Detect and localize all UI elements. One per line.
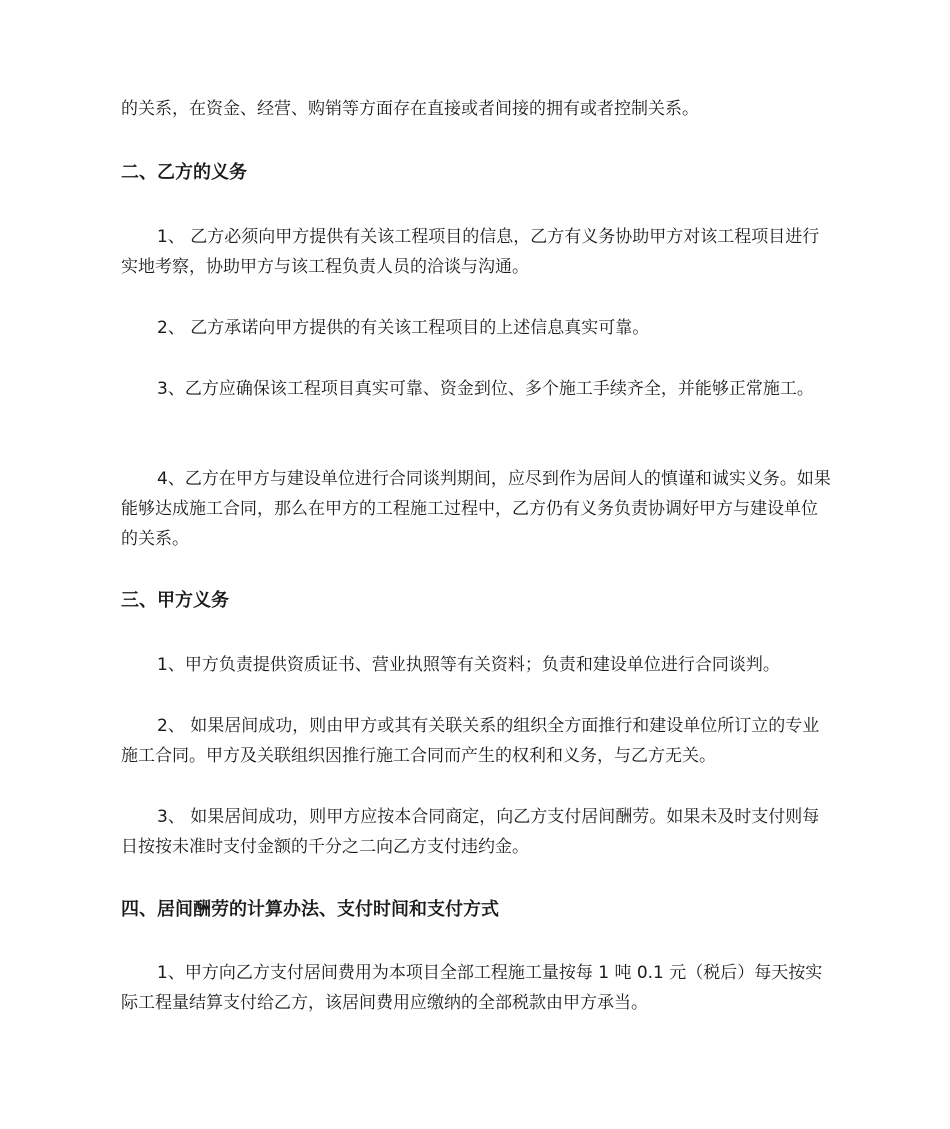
party-b-clause-3: 3、乙方应确保该工程项目真实可靠、资金到位、多个施工手续齐全，并能够正常施工。	[157, 379, 814, 399]
party-b-clause-4: 4、乙方在甲方与建设单位进行合同谈判期间，应尽到作为居间人的慎谨和诚实义务。如果能够达成施工合同，那么在甲方的工程施工过程中，乙方仍有义务负责协调好甲方与建设单位的关系。	[121, 469, 831, 549]
party-b-clause-1: 1、 乙方必须向甲方提供有关该工程项目的信息，乙方有义务协助甲方对该工程项目进行实地考察，协助甲方与该工程负责人员的洽谈与沟通。	[121, 227, 820, 277]
section-heading-remuneration: 四、居间酬劳的计算办法、支付时间和支付方式	[121, 899, 499, 920]
party-b-clause-2: 2、 乙方承诺向甲方提供的有关该工程项目的上述信息真实可靠。	[157, 318, 650, 338]
party-a-clause-3: 3、 如果居间成功，则甲方应按本合同商定，向乙方支付居间酬劳。如果未及时支付则每日按按未准时支付金额的千分之二向乙方支付违约金。	[121, 807, 820, 857]
party-a-clause-2: 2、 如果居间成功，则由甲方或其有关联关系的组织全方面推行和建设单位所订立的专业施工合同。甲方及关联组织因推行施工合同而产生的权利和义务，与乙方无关。	[121, 716, 820, 766]
section-heading-party-a-obligations: 三、甲方义务	[121, 590, 229, 611]
party-a-clause-1: 1、甲方负责提供资质证书、营业执照等有关资料；负责和建设单位进行合同谈判。	[157, 655, 780, 675]
continuation-paragraph: 的关系，在资金、经营、购销等方面存在直接或者间接的拥有或者控制关系。	[121, 99, 699, 119]
remuneration-clause-1: 1、甲方向乙方支付居间费用为本项目全部工程施工量按每 1 吨 0.1 元（税后）每天按实际工程量结算支付给乙方，该居间费用应缴纳的全部税款由甲方承当。	[121, 963, 823, 1013]
section-heading-party-b-obligations: 二、乙方的义务	[121, 162, 247, 183]
